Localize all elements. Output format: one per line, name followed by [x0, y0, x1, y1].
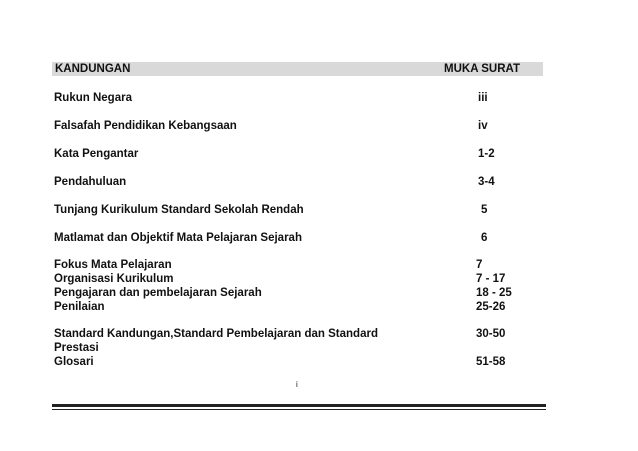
toc-entry-label: Tunjang Kurikulum Standard Sekolah Rendah — [54, 204, 304, 216]
page-number: i — [296, 380, 298, 389]
toc-header-title: KANDUNGAN — [55, 63, 131, 75]
toc-entry-page: 30-50 — [476, 328, 506, 340]
toc-entry-label: Fokus Mata Pelajaran — [54, 259, 172, 271]
toc-entry-page: 7 — [476, 259, 483, 271]
toc-entry-label: Matlamat dan Objektif Mata Pelajaran Sejarah — [54, 232, 302, 244]
toc-entry-page: 5 — [481, 204, 488, 216]
toc-header-page-column: MUKA SURAT — [444, 63, 521, 75]
toc-header-bar — [52, 62, 543, 76]
toc-entry-label: Kata Pengantar — [54, 148, 139, 160]
toc-entry-label: Glosari — [54, 356, 94, 368]
footer-rule-thin — [52, 409, 546, 410]
toc-entry-page: 3-4 — [478, 176, 495, 188]
toc-entry-label: Organisasi Kurikulum — [54, 273, 174, 285]
toc-entry-page: 1-2 — [478, 148, 495, 160]
toc-entry-label: Prestasi — [54, 342, 99, 354]
toc-entry-page: 7 - 17 — [476, 273, 506, 285]
toc-entry-label: Rukun Negara — [54, 92, 132, 104]
toc-entry-label: Falsafah Pendidikan Kebangsaan — [54, 120, 237, 132]
toc-entry-label: Standard Kandungan,Standard Pembelajaran dan Standard — [54, 328, 378, 340]
toc-entry-page: 18 - 25 — [476, 287, 512, 299]
toc-entry-page: 51-58 — [476, 356, 506, 368]
toc-entry-label: Pendahuluan — [54, 176, 127, 188]
footer-rule-thick — [52, 404, 546, 407]
toc-entry-label: Penilaian — [54, 301, 105, 313]
toc-entry-label: Pengajaran dan pembelajaran Sejarah — [54, 287, 262, 299]
toc-entry-page: 25-26 — [476, 301, 506, 313]
toc-entry-page: 6 — [481, 232, 488, 244]
toc-entry-page: iii — [478, 92, 488, 104]
toc-entry-page: iv — [478, 120, 488, 132]
